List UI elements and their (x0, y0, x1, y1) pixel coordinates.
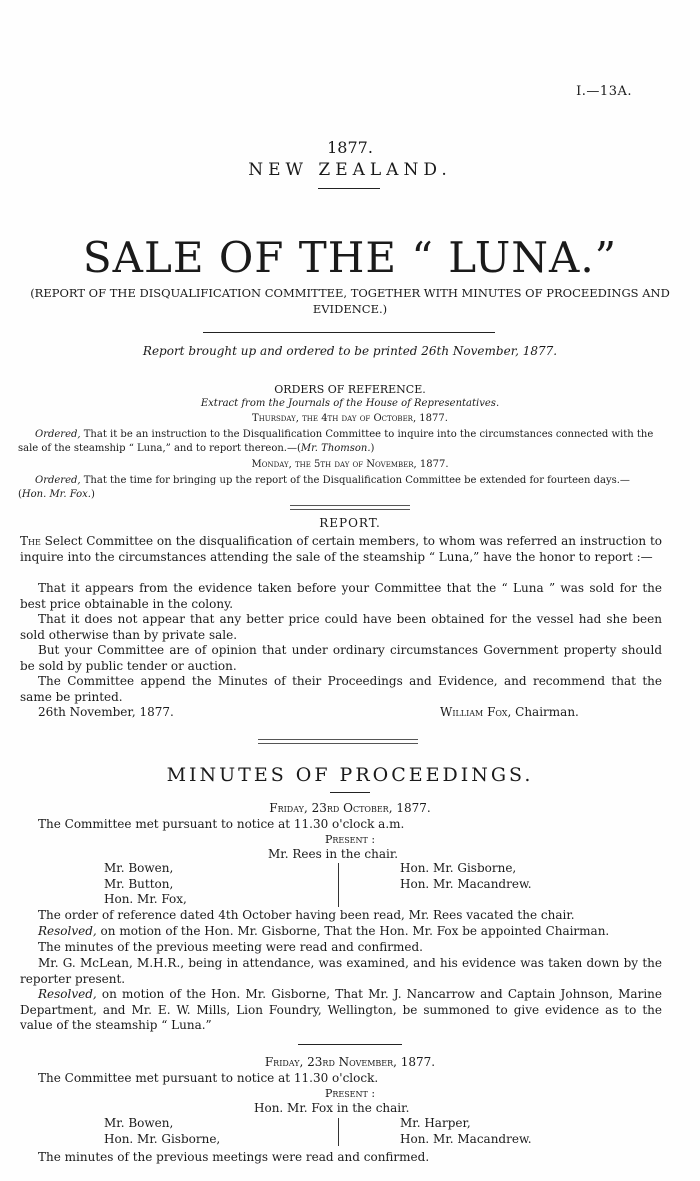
meeting-1-date: Friday, 23rd October, 1877. (269, 801, 431, 815)
orders-heading: ORDERS OF REFERENCE. (274, 383, 426, 396)
meeting-2-present: Present : (324, 1087, 376, 1100)
meeting-2-members-right (400, 1116, 532, 1147)
minutes-heading: MINUTES OF PROCEEDINGS. (166, 764, 534, 786)
ordered-label: Ordered, (35, 475, 81, 486)
meeting-1-chair: Mr. Rees in the chair. (268, 847, 399, 861)
journal-extract: Extract from the Journals of the House of Representatives. (200, 398, 500, 409)
order-2-mover: Hon. Mr. Fox. (21, 488, 91, 500)
minutes-1-p4: Mr. G. McLean, M.H.R., being in attendance, was examined, and his evidence was taken down by the reporter present. (20, 956, 662, 986)
member: Mr. Bowen, (104, 861, 174, 875)
meeting-1-met: The Committee met pursuant to notice at 11.30 o'clock a.m. (38, 817, 405, 831)
resolved-label: Resolved, (38, 987, 97, 1001)
year: 1877. (327, 138, 373, 157)
paper-reference: I.—13A. (576, 84, 632, 99)
minutes-1-p2-text: on motion of the Hon. Mr. Gisborne, That the Hon. Mr. Fox be appointed Chairman. (96, 924, 610, 938)
order-2-text: That the time for bringing up the report of the Disqualification Committee be extended for fourteen days.—( (18, 475, 630, 500)
order-1-mover: Mr. Thomson. (300, 442, 371, 454)
report-date: 26th November, 1877. (38, 705, 174, 719)
member: Hon. Mr. Fox, (104, 892, 187, 907)
document-title: SALE OF THE “ LUNA.” (82, 233, 618, 282)
signatory-name: William Fox, (440, 705, 512, 719)
order-2-end: ) (90, 488, 95, 500)
order-1-text: That it be an instruction to the Disqualification Committee to inquire into the circumstances connected with the sale of the steamship “ Luna,” and to report thereon.—( (18, 429, 654, 454)
order-2 (18, 474, 658, 501)
member: Hon. Mr. Gisborne, (104, 1131, 221, 1146)
divider (203, 332, 495, 333)
meeting-1-members-right (400, 861, 532, 892)
minutes-1-p5-text: on motion of the Hon. Mr. Gisborne, That Mr. J. Nancarrow and Captain Johnson, Marine Department, and Mr. E. W. Mills, Lion Foundry, Wellington, be summoned to give evidence as to the value of the steamship “ Luna.” (20, 987, 662, 1033)
minutes-1-p1: The order of reference dated 4th October having been read, Mr. Rees vacated the chair. (38, 908, 575, 922)
member: Mr. Button, (104, 876, 174, 891)
order-date-2: Monday, the 5th day of November, 1877. (251, 459, 449, 470)
country-heading: NEW ZEALAND. (248, 160, 452, 180)
member: Hon. Mr. Macandrew. (400, 876, 532, 891)
member: Hon. Mr. Gisborne, (400, 861, 517, 875)
divider (298, 1044, 402, 1045)
resolved-label: Resolved, (38, 924, 97, 938)
report-intro (20, 534, 662, 565)
meeting-2-date: Friday, 23rd November, 1877. (264, 1055, 436, 1069)
report-heading: REPORT. (319, 516, 381, 530)
report-paragraph-2: That it does not appear that any better price could have been obtained for the vessel had she been sold otherwise than by private sale. (20, 612, 662, 642)
minutes-1-p5 (20, 987, 662, 1034)
ordered-label: Ordered, (35, 429, 81, 440)
order-date-1: Thursday, the 4th day of October, 1877. (252, 413, 448, 424)
intro-word: The (20, 534, 41, 548)
meeting-1-members-left (104, 861, 187, 908)
report-presented-line: Report brought up and ordered to be printed 26th November, 1877. (142, 344, 558, 358)
column-separator (338, 1118, 339, 1146)
report-paragraph-3: But your Committee are of opinion that under ordinary circumstances Government property should be sold by public tender or auction. (20, 643, 662, 673)
report-signature (440, 705, 579, 719)
member: Mr. Harper, (400, 1116, 471, 1130)
meeting-2-members-left (104, 1116, 220, 1147)
meeting-2-chair: Hon. Mr. Fox in the chair. (254, 1101, 410, 1115)
order-1-end: ) (370, 442, 375, 454)
meeting-1-present: Present : (324, 833, 376, 846)
intro-text: Select Committee on the disqualification of certain members, to whom was referred an instruction to inquire into the circumstances attending the sale of the steamship “ Luna,” have the honor to report :— (20, 534, 662, 564)
divider (318, 188, 380, 189)
divider (330, 792, 370, 793)
minutes-1-p3: The minutes of the previous meeting were read and confirmed. (38, 940, 423, 954)
order-1 (18, 428, 658, 455)
minutes-1-p2 (20, 924, 662, 940)
member: Mr. Bowen, (104, 1116, 174, 1130)
minutes-2-p1: The minutes of the previous meetings were read and confirmed. (38, 1150, 430, 1164)
member: Hon. Mr. Macandrew. (400, 1131, 532, 1146)
double-divider (258, 739, 418, 744)
document-subtitle: (REPORT OF THE DISQUALIFICATION COMMITTEE, TOGETHER WITH MINUTES OF PROCEEDINGS AND EVIDENCE.) (30, 286, 670, 316)
column-separator (338, 863, 339, 907)
meeting-2-met: The Committee met pursuant to notice at 11.30 o'clock. (38, 1071, 379, 1085)
double-divider (290, 505, 410, 510)
report-paragraph-4: The Committee append the Minutes of their Proceedings and Evidence, and recommend that the same be printed. (20, 674, 662, 704)
signatory-role: Chairman. (511, 705, 579, 719)
report-paragraph-1: That it appears from the evidence taken before your Committee that the “ Luna ” was sold for the best price obtainable in the colony. (20, 581, 662, 611)
